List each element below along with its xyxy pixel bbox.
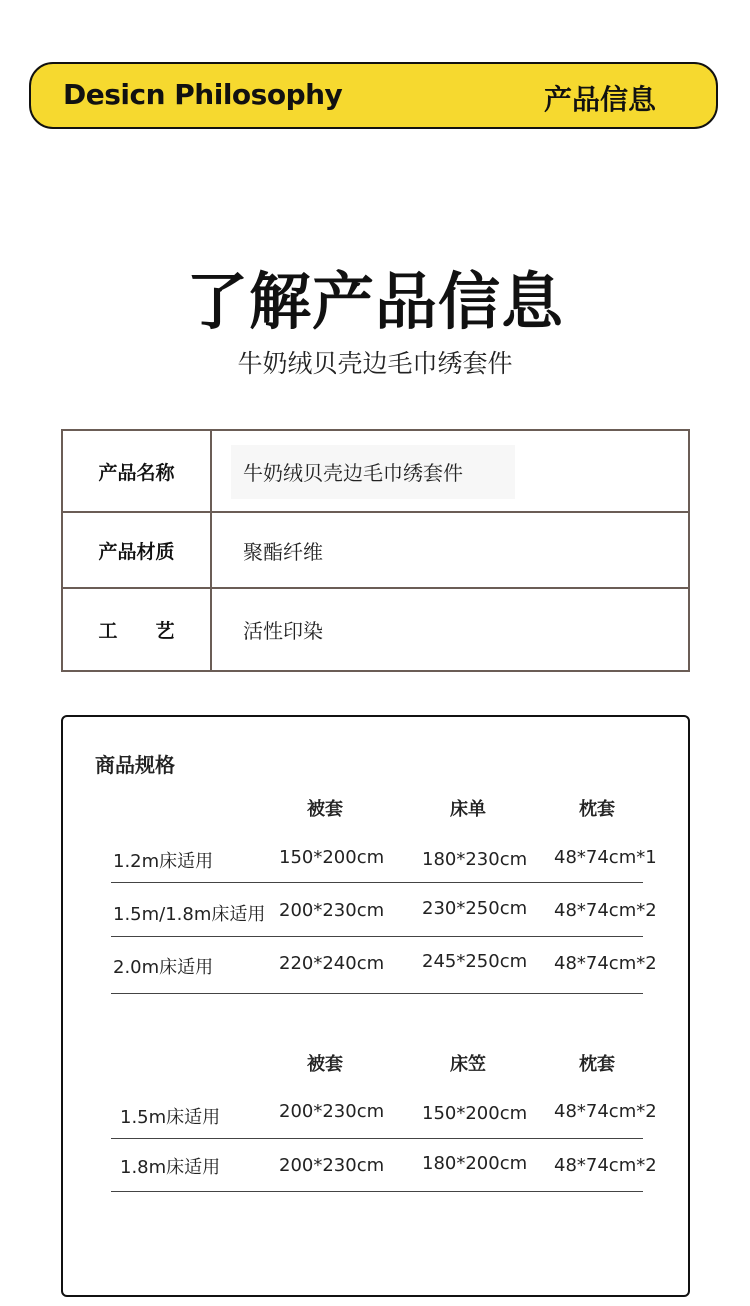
table-cell: 1.5m/1.8m床适用 (113, 904, 266, 925)
info-value: 活性印染 (243, 619, 323, 643)
table-cell: 1.2m床适用 (113, 851, 214, 872)
info-label: 产品材质 (63, 513, 212, 587)
product-subtitle: 牛奶绒贝壳边毛巾绣套件 (237, 349, 513, 378)
table-cell: 230*250cm (422, 898, 528, 919)
row-divider (111, 1138, 643, 1139)
info-value: 牛奶绒贝壳边毛巾绣套件 (243, 460, 463, 485)
table2-header-pillow: 枕套 (579, 1054, 615, 1075)
table-cell: 245*250cm (422, 951, 528, 972)
table-cell: 150*200cm (279, 847, 385, 868)
info-row-material (63, 513, 688, 589)
table-cell: 200*230cm (279, 1101, 385, 1122)
table-cell: 200*230cm (279, 1155, 385, 1176)
banner-chinese-title: 产品信息 (543, 83, 656, 116)
table-cell: 48*74cm*2 (554, 1101, 657, 1122)
table2-header-duvet: 被套 (307, 1054, 343, 1075)
table-cell: 200*230cm (279, 900, 385, 921)
table-cell: 180*230cm (422, 849, 528, 870)
table-cell: 1.5m床适用 (120, 1107, 221, 1128)
table-cell: 1.8m床适用 (120, 1157, 221, 1178)
table1-header-pillow: 枕套 (579, 799, 615, 820)
table-cell: 150*200cm (422, 1103, 528, 1124)
row-divider (111, 936, 643, 937)
row-divider (111, 1191, 643, 1192)
info-value: 聚酯纤维 (243, 539, 323, 564)
spec-title: 商品规格 (95, 753, 175, 777)
row-divider (111, 993, 643, 994)
table-cell: 220*240cm (279, 953, 385, 974)
info-label: 产品名称 (63, 431, 212, 511)
info-row-name (63, 431, 688, 513)
banner-english-title: Desicn Philosophy (63, 78, 343, 111)
product-info-table (61, 429, 690, 672)
page-title: 了解产品信息 (185, 265, 564, 338)
info-label: 工 艺 (63, 589, 212, 670)
spec-box (61, 715, 690, 1297)
table-cell: 2.0m床适用 (113, 957, 214, 978)
table1-header-sheet: 床单 (450, 799, 486, 820)
row-divider (111, 882, 643, 883)
table-cell: 180*200cm (422, 1153, 528, 1174)
table-cell: 48*74cm*2 (554, 1155, 657, 1176)
table-cell: 48*74cm*2 (554, 900, 657, 921)
header-banner (29, 62, 718, 129)
table-cell: 48*74cm*2 (554, 953, 657, 974)
info-row-craft (63, 589, 688, 670)
table-cell: 48*74cm*1 (554, 847, 657, 868)
table1-header-duvet: 被套 (307, 799, 343, 820)
table2-header-fitted-sheet: 床笠 (450, 1054, 486, 1075)
